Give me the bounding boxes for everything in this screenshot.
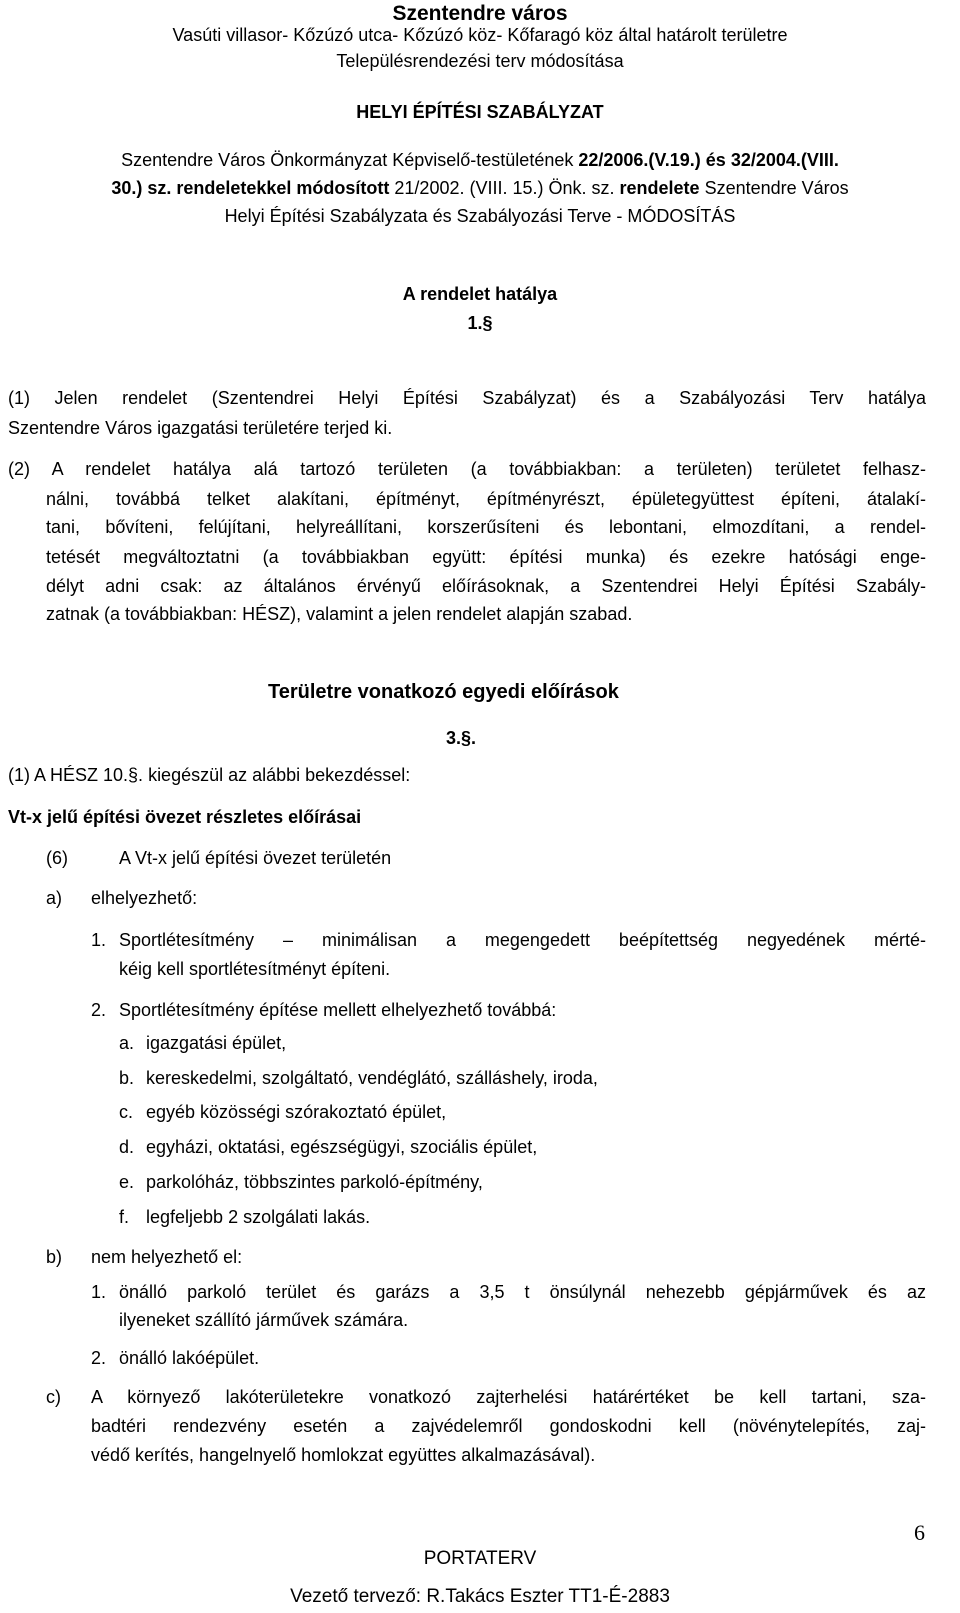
intro-bold-ref: rendelete: [619, 178, 700, 198]
list-item-text: parkolóház, többszintes parkoló-építmény,: [146, 1172, 483, 1192]
footer-company: PORTATERV: [423, 1548, 537, 1569]
section-3-paragraph-1: (1) A HÉSZ 10.§. kiegészül az alábbi bekezdéssel:: [8, 765, 411, 785]
list-item-text: egyházi, oktatási, egészségügyi, szociális épület,: [146, 1137, 538, 1157]
list-item-label: c.: [119, 1102, 134, 1122]
section-1-title: A rendelet hatálya: [402, 284, 558, 304]
point-a-label: a): [46, 888, 63, 908]
section-3-subtitle: Vt-x jelű építési övezet részletes előírásai: [8, 807, 362, 827]
intro-bold-ref: 30.) sz. rendeletekkel módosított: [111, 178, 390, 198]
list-item: [119, 1098, 446, 1126]
header-area: Vasúti villasor- Kőzúzó utca- Kőzúzó köz- Kőfaragó köz által határolt területre: [172, 25, 788, 45]
paragraph-6-label: (6): [46, 848, 68, 868]
list-item-text: kereskedelmi, szolgáltató, vendéglátó, szálláshely, iroda,: [146, 1068, 598, 1088]
list-item-label: f.: [119, 1207, 130, 1227]
section-1-paragraph-2-line-1: (2) A rendelet hatálya alá tartozó területen (a továbbiakban: a területen) területet felhasz-: [8, 459, 926, 479]
intro-line-3: Helyi Építési Szabályzata és Szabályozási Terve - MÓDOSÍTÁS: [224, 206, 736, 226]
section-1-paragraph-2-line-5: délyt adni csak: az általános érvényű előírásoknak, a Szentendrei Helyi Építési Szabály-: [46, 576, 926, 596]
section-1-paragraph-2-line-6: zatnak (a továbbiakban: HÉSZ), valamint a jelen rendelet alapján szabad.: [46, 604, 633, 624]
intro-bold-ref: 22/2006.(V.19.) és 32/2004.(VIII.: [578, 150, 839, 170]
point-b1-label: 1.: [91, 1282, 107, 1302]
list-item-label: e.: [119, 1172, 135, 1192]
list-item-label: b.: [119, 1068, 135, 1088]
point-a-text: elhelyezhető:: [91, 888, 198, 908]
point-b1-line-1: önálló parkoló terület és garázs a 3,5 t önsúlynál nehezebb gépjárművek és az: [119, 1282, 926, 1302]
intro-text: 21/2002. (VIII. 15.) Önk. sz.: [389, 178, 620, 198]
section-1-number: 1.§: [467, 313, 493, 333]
point-c-line-3: védő kerítés, hangelnyelő homlokzat együttes alkalmazásával).: [91, 1445, 596, 1465]
point-c-line-2: badtéri rendezvény esetén a zajvédelemről gondoskodni kell (növénytelepítés, zaj-: [91, 1416, 926, 1436]
list-item: [119, 1029, 286, 1057]
section-3-title: Területre vonatkozó egyedi előírások: [268, 681, 619, 703]
point-a2-label: 2.: [91, 1000, 107, 1020]
list-item: [119, 1064, 598, 1092]
list-item: [119, 1133, 537, 1161]
point-b2-text: önálló lakóépület.: [119, 1348, 260, 1368]
header-city: Szentendre város: [392, 2, 568, 25]
section-1-paragraph-2-line-2: nálni, továbbá telket alakítani, építményt, építményrészt, épületegyüttest építeni, átalakí-: [46, 489, 926, 509]
point-b1-line-2: ilyeneket szállító járművek számára.: [119, 1310, 409, 1330]
point-a1-line-2: kéig kell sportlétesítményt építeni.: [119, 959, 391, 979]
intro-line-1: [0, 146, 960, 174]
list-item: [119, 1203, 370, 1231]
list-item: [119, 1168, 483, 1196]
point-a2-text: Sportlétesítmény építése mellett elhelyezhető továbbá:: [119, 1000, 557, 1020]
section-3-number: 3.§.: [446, 728, 477, 748]
section-1-paragraph-1-line-2: Szentendre Város igazgatási területére terjed ki.: [8, 418, 393, 438]
point-c-line-1: A környező lakóterületekre vonatkozó zajterhelési határértéket be kell tartani, sza-: [91, 1387, 926, 1407]
page-number: 6: [914, 1520, 925, 1545]
point-b-text: nem helyezhető el:: [91, 1247, 243, 1267]
section-1-paragraph-1-line-1: (1) Jelen rendelet (Szentendrei Helyi Építési Szabályzat) és a Szabályozási Terv hatálya: [8, 388, 926, 408]
point-a1-label: 1.: [91, 930, 107, 950]
list-item-label: d.: [119, 1137, 135, 1157]
doc-title: HELYI ÉPÍTÉSI SZABÁLYZAT: [356, 102, 604, 122]
footer-designer: Vezető tervező: R.Takács Eszter TT1-É-2883: [290, 1586, 670, 1607]
point-c-label: c): [46, 1387, 61, 1407]
point-a1-line-1: Sportlétesítmény – minimálisan a megengedett beépítettség negyedének mérté-: [119, 930, 926, 950]
intro-line-2: [0, 174, 960, 202]
list-item-text: legfeljebb 2 szolgálati lakás.: [146, 1207, 371, 1227]
intro-text: Szentendre Város: [699, 178, 849, 198]
list-item-label: a.: [119, 1033, 135, 1053]
paragraph-6-text: A Vt-x jelű építési övezet területén: [119, 848, 392, 868]
list-item-text: igazgatási épület,: [146, 1033, 287, 1053]
header-plan: Településrendezési terv módosítása: [336, 51, 624, 71]
point-b-label: b): [46, 1247, 63, 1267]
section-1-paragraph-2-line-3: tani, bővíteni, felújítani, helyreállítani, korszerűsíteni és lebontani, elmozdítani, a rendel-: [46, 517, 926, 537]
section-1-paragraph-2-line-4: tetését megváltoztatni (a továbbiakban együtt: építési munka) és ezekre hatósági enge-: [46, 547, 926, 567]
list-item-text: egyéb közösségi szórakoztató épület,: [146, 1102, 447, 1122]
point-b2-label: 2.: [91, 1348, 107, 1368]
intro-text: Szentendre Város Önkormányzat Képviselő-testületének: [121, 150, 579, 170]
